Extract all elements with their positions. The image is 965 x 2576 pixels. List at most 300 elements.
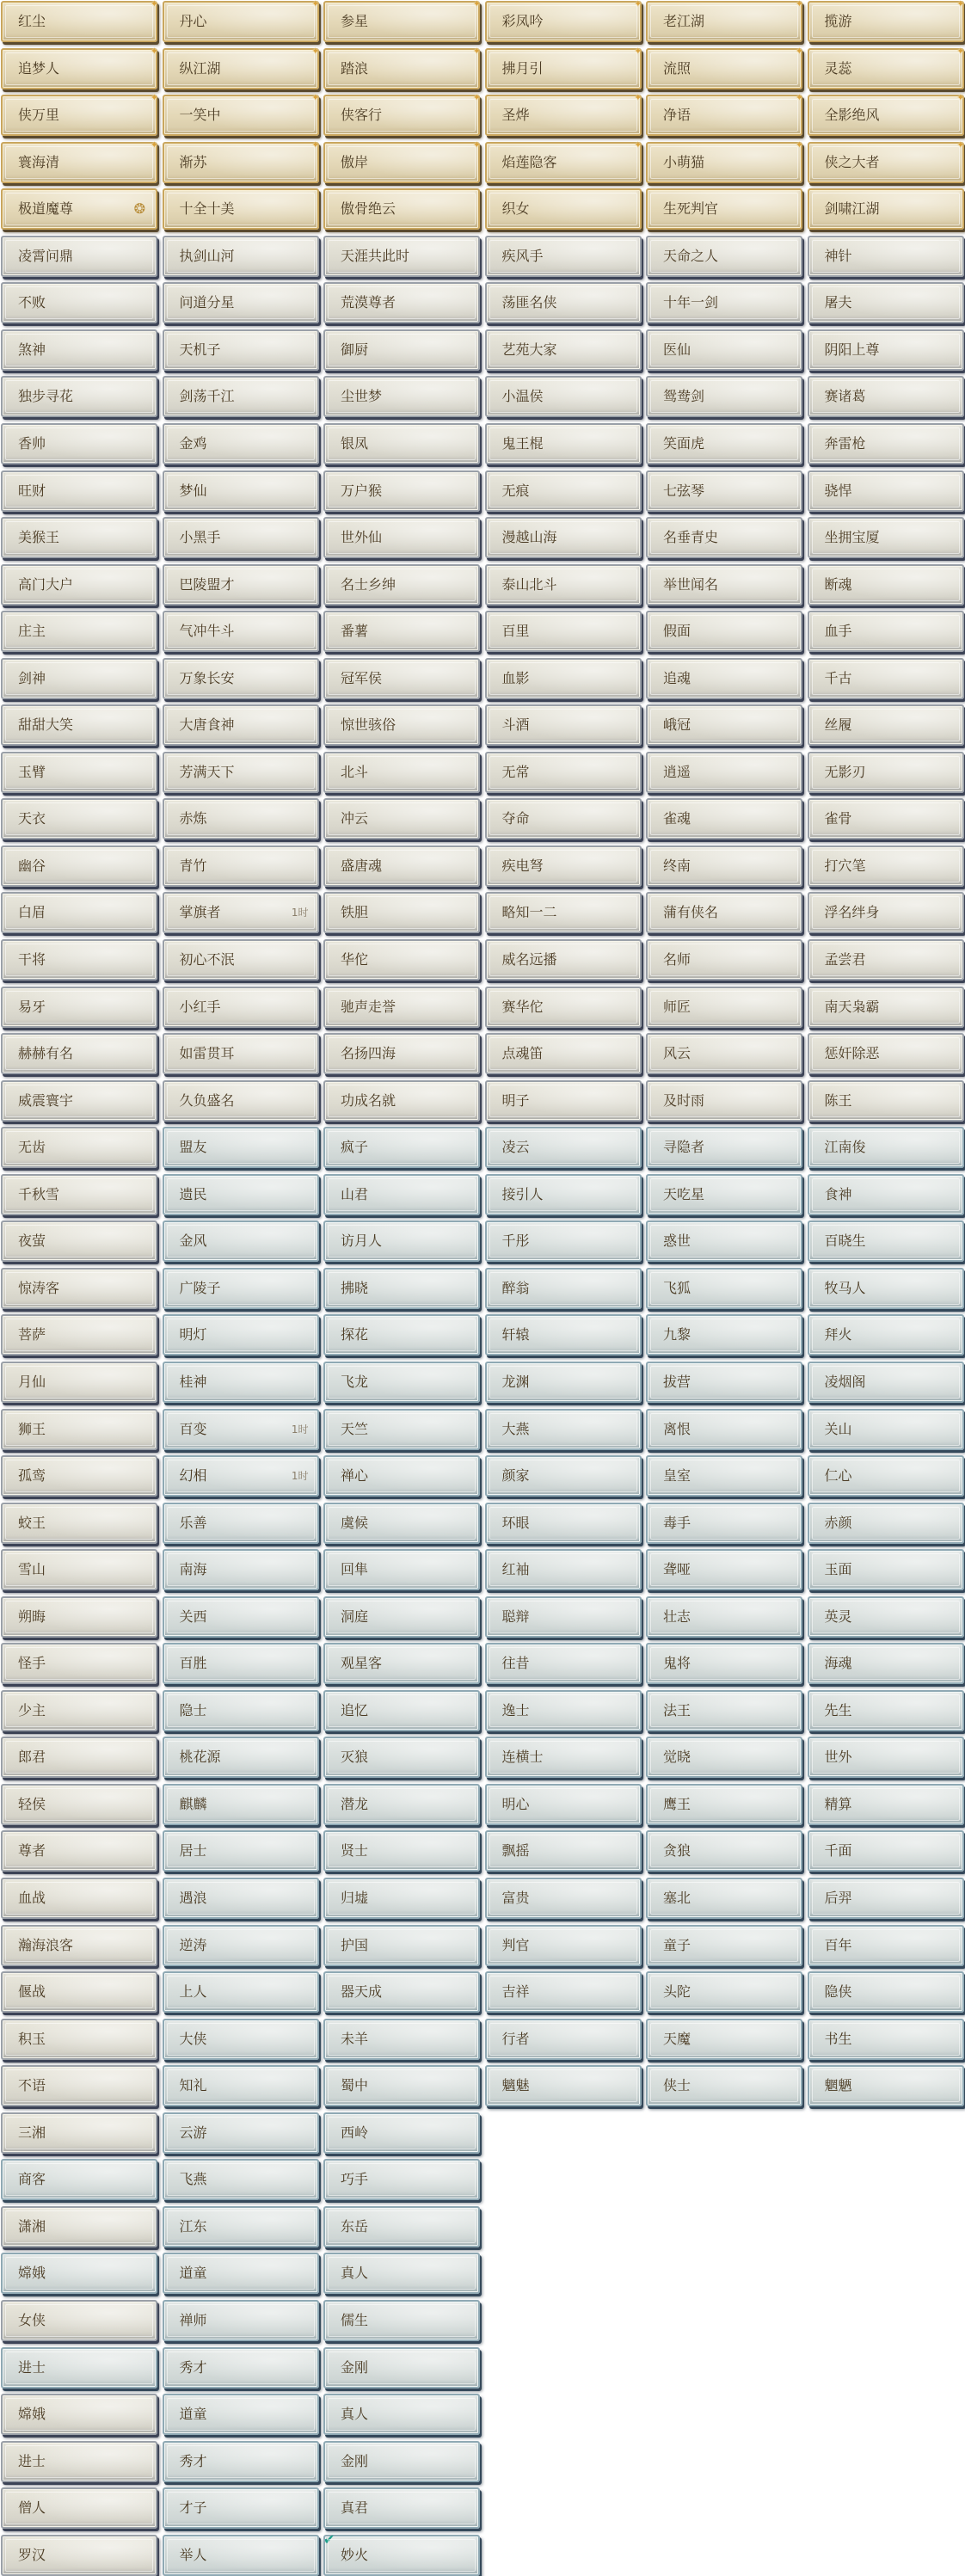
title-card[interactable]: [485, 1127, 642, 1168]
title-card[interactable]: [163, 1174, 319, 1215]
title-card[interactable]: [1, 376, 157, 417]
title-card[interactable]: [163, 517, 319, 558]
title-card[interactable]: [646, 2065, 802, 2106]
title-card[interactable]: [1, 939, 157, 981]
title-card[interactable]: [646, 1690, 802, 1731]
title-card[interactable]: [163, 1, 319, 42]
title-card[interactable]: [1, 2347, 157, 2388]
title-card[interactable]: [323, 2253, 480, 2294]
title-card[interactable]: [1, 752, 157, 793]
title-card[interactable]: [1, 1784, 157, 1825]
title-card[interactable]: [646, 1971, 802, 2013]
title-card[interactable]: [485, 939, 642, 981]
title-card[interactable]: [808, 1596, 964, 1638]
title-card[interactable]: [485, 423, 642, 464]
title-card[interactable]: [1, 1549, 157, 1590]
title-card[interactable]: [1, 138, 158, 183]
title-card[interactable]: [485, 1830, 642, 1872]
title-card[interactable]: [163, 798, 319, 839]
title-card[interactable]: [646, 92, 803, 136]
title-card[interactable]: [163, 188, 319, 230]
title-card[interactable]: [485, 611, 642, 652]
title-card[interactable]: [1, 1, 157, 42]
title-card[interactable]: [1, 188, 157, 230]
title-card[interactable]: [485, 517, 642, 558]
title-card[interactable]: [1, 1455, 157, 1497]
title-card[interactable]: [163, 987, 319, 1028]
title-card[interactable]: [163, 2253, 319, 2294]
title-card[interactable]: [1, 1830, 157, 1872]
title-card[interactable]: [1, 1503, 157, 1544]
title-card[interactable]: [808, 1737, 964, 1778]
title-card[interactable]: [163, 1971, 319, 2013]
title-card[interactable]: [323, 423, 480, 464]
title-card[interactable]: [646, 1409, 802, 1450]
title-card[interactable]: [163, 892, 319, 933]
title-card[interactable]: [163, 1830, 319, 1872]
title-card[interactable]: [485, 1784, 642, 1825]
title-card[interactable]: [485, 329, 642, 371]
title-card[interactable]: [1, 704, 157, 746]
title-card[interactable]: [808, 1314, 964, 1356]
title-card[interactable]: [323, 329, 480, 371]
title-card[interactable]: [323, 2065, 480, 2106]
title-card[interactable]: [646, 1080, 802, 1122]
title-card[interactable]: [485, 376, 642, 417]
title-card[interactable]: [646, 987, 802, 1028]
title-card[interactable]: [163, 704, 319, 746]
title-card[interactable]: [808, 1549, 964, 1590]
title-card[interactable]: [1, 1737, 157, 1778]
title-card[interactable]: [163, 752, 319, 793]
title-card[interactable]: [163, 1127, 319, 1168]
title-card[interactable]: [808, 704, 964, 746]
title-card[interactable]: [163, 611, 319, 652]
title-card[interactable]: [808, 2065, 964, 2106]
title-card[interactable]: [323, 376, 480, 417]
title-card[interactable]: [323, 892, 480, 933]
title-card[interactable]: [1, 2535, 157, 2576]
title-card[interactable]: [808, 1503, 964, 1544]
title-card[interactable]: [323, 1, 480, 42]
title-card[interactable]: [1, 1971, 157, 2013]
title-card[interactable]: [808, 282, 964, 323]
title-card[interactable]: [163, 2159, 319, 2200]
title-card[interactable]: [808, 1174, 964, 1215]
title-card[interactable]: [485, 1362, 642, 1403]
title-card[interactable]: [485, 987, 642, 1028]
title-card[interactable]: [1, 1127, 157, 1168]
title-card[interactable]: [646, 188, 802, 230]
title-card[interactable]: [1, 1314, 157, 1356]
title-card[interactable]: [808, 1080, 964, 1122]
title-card[interactable]: [163, 2394, 319, 2435]
title-card[interactable]: [485, 892, 642, 933]
title-card[interactable]: [808, 1220, 964, 1262]
title-card[interactable]: [808, 1830, 964, 1872]
title-card[interactable]: [163, 282, 319, 323]
title-card[interactable]: [1, 1690, 157, 1731]
title-card[interactable]: [1, 329, 157, 371]
title-card[interactable]: [163, 1643, 319, 1684]
title-card[interactable]: [163, 1737, 319, 1778]
title-card[interactable]: [323, 1690, 480, 1731]
title-card[interactable]: [323, 1455, 480, 1497]
title-card[interactable]: [163, 1690, 319, 1731]
title-card[interactable]: [163, 845, 319, 887]
title-card[interactable]: [1, 1596, 157, 1638]
title-card[interactable]: [485, 1409, 642, 1450]
title-card[interactable]: [808, 1455, 964, 1497]
title-card[interactable]: [485, 2065, 642, 2106]
title-card[interactable]: [323, 1409, 480, 1450]
title-card[interactable]: [163, 1784, 319, 1825]
title-card[interactable]: [323, 1268, 480, 1309]
title-card[interactable]: [323, 138, 481, 183]
title-card[interactable]: [646, 376, 802, 417]
title-card[interactable]: [808, 517, 964, 558]
title-card[interactable]: [323, 282, 480, 323]
title-card[interactable]: [646, 1925, 802, 1966]
title-card[interactable]: [1, 1878, 157, 1919]
title-card[interactable]: [646, 423, 802, 464]
title-card[interactable]: [808, 752, 964, 793]
title-card[interactable]: [1, 987, 157, 1028]
title-card[interactable]: [485, 138, 642, 183]
title-card[interactable]: [485, 282, 642, 323]
title-card[interactable]: [323, 2019, 480, 2060]
title-card[interactable]: [1, 1409, 157, 1450]
title-card[interactable]: [323, 92, 481, 136]
title-card[interactable]: [323, 1925, 480, 1966]
title-card[interactable]: [1, 1080, 157, 1122]
title-card[interactable]: [485, 1971, 642, 2013]
title-card[interactable]: [485, 236, 642, 277]
title-card[interactable]: [163, 2065, 319, 2106]
title-card[interactable]: [646, 1830, 802, 1872]
title-card[interactable]: [808, 987, 964, 1028]
title-card[interactable]: [163, 138, 320, 183]
title-card[interactable]: [163, 2535, 319, 2576]
title-card[interactable]: [323, 987, 480, 1028]
title-card[interactable]: [323, 470, 480, 512]
title-card[interactable]: [808, 892, 964, 933]
title-card[interactable]: [646, 1220, 802, 1262]
title-card[interactable]: [646, 517, 802, 558]
title-card[interactable]: [1, 1268, 157, 1309]
title-card[interactable]: [485, 798, 642, 839]
title-card[interactable]: [323, 2112, 480, 2154]
title-card[interactable]: [646, 1, 802, 42]
title-card[interactable]: [646, 1596, 802, 1638]
title-card[interactable]: [323, 845, 480, 887]
title-card[interactable]: [323, 188, 480, 230]
title-card[interactable]: [323, 564, 480, 606]
title-card[interactable]: [646, 704, 802, 746]
title-card[interactable]: [163, 1314, 319, 1356]
title-card[interactable]: [808, 45, 965, 89]
title-card[interactable]: [1, 2300, 157, 2341]
title-card[interactable]: [485, 1080, 642, 1122]
title-card[interactable]: [163, 2112, 319, 2154]
title-card[interactable]: [808, 138, 965, 183]
title-card[interactable]: [163, 2347, 319, 2388]
title-card[interactable]: [646, 329, 802, 371]
title-card[interactable]: [1, 611, 157, 652]
title-card[interactable]: [163, 423, 319, 464]
title-card[interactable]: [485, 1643, 642, 1684]
title-card[interactable]: [323, 1033, 480, 1074]
title-card[interactable]: [485, 1549, 642, 1590]
title-card[interactable]: [646, 564, 802, 606]
title-card[interactable]: [808, 939, 964, 981]
title-card[interactable]: [485, 1220, 642, 1262]
title-card[interactable]: [808, 1362, 964, 1403]
title-card[interactable]: [323, 1127, 480, 1168]
title-card[interactable]: [485, 1455, 642, 1497]
title-card[interactable]: [1, 236, 157, 277]
title-card[interactable]: [1, 423, 157, 464]
title-card[interactable]: [808, 1878, 964, 1919]
title-card[interactable]: [646, 138, 803, 183]
title-card[interactable]: [323, 1314, 480, 1356]
title-card[interactable]: [808, 611, 964, 652]
title-card[interactable]: [485, 470, 642, 512]
title-card[interactable]: [1, 798, 157, 839]
title-card[interactable]: [646, 1314, 802, 1356]
title-card[interactable]: [163, 470, 319, 512]
title-card[interactable]: [646, 1455, 802, 1497]
title-card[interactable]: [163, 2300, 319, 2341]
title-card[interactable]: [1, 92, 158, 136]
title-card[interactable]: [808, 1971, 964, 2013]
title-card[interactable]: [808, 2019, 964, 2060]
title-card[interactable]: [163, 564, 319, 606]
title-card[interactable]: [1, 1643, 157, 1684]
title-card[interactable]: [1, 45, 158, 89]
title-card[interactable]: [163, 1080, 319, 1122]
title-card[interactable]: [163, 45, 320, 89]
title-card[interactable]: [646, 845, 802, 887]
title-card[interactable]: [808, 564, 964, 606]
title-card[interactable]: [323, 1878, 480, 1919]
title-card[interactable]: [323, 2530, 480, 2576]
title-card[interactable]: [485, 752, 642, 793]
title-card[interactable]: [323, 704, 480, 746]
title-card[interactable]: [163, 1220, 319, 1262]
title-card[interactable]: [485, 564, 642, 606]
title-card[interactable]: [646, 752, 802, 793]
title-card[interactable]: [808, 658, 964, 699]
title-card[interactable]: [323, 939, 480, 981]
title-card[interactable]: [646, 939, 802, 981]
title-card[interactable]: [1, 2441, 157, 2482]
title-card[interactable]: [646, 1549, 802, 1590]
title-card[interactable]: [808, 1268, 964, 1309]
title-card[interactable]: [646, 1033, 802, 1074]
title-card[interactable]: [485, 1033, 642, 1074]
title-card[interactable]: [163, 1455, 319, 1497]
title-card[interactable]: [1, 2394, 157, 2435]
title-card[interactable]: [163, 1503, 319, 1544]
title-card[interactable]: [485, 1314, 642, 1356]
title-card[interactable]: [485, 1268, 642, 1309]
title-card[interactable]: [163, 2019, 319, 2060]
title-card[interactable]: [163, 1596, 319, 1638]
title-card[interactable]: [646, 1268, 802, 1309]
title-card[interactable]: [323, 2487, 480, 2529]
title-card[interactable]: [646, 1362, 802, 1403]
title-card[interactable]: [323, 2159, 480, 2200]
title-card[interactable]: [1, 2065, 157, 2106]
title-card[interactable]: [163, 1268, 319, 1309]
title-card[interactable]: [1, 564, 157, 606]
title-card[interactable]: [163, 329, 319, 371]
title-card[interactable]: [485, 1596, 642, 1638]
title-card[interactable]: [646, 45, 803, 89]
title-card[interactable]: [646, 1503, 802, 1544]
title-card[interactable]: [485, 845, 642, 887]
title-card[interactable]: [646, 2019, 802, 2060]
title-card[interactable]: [323, 2347, 480, 2388]
title-card[interactable]: [485, 188, 642, 230]
title-card[interactable]: [808, 236, 964, 277]
title-card[interactable]: [1, 282, 157, 323]
title-card[interactable]: [323, 45, 481, 89]
title-card[interactable]: [646, 1737, 802, 1778]
title-card[interactable]: [646, 798, 802, 839]
title-card[interactable]: [323, 1971, 480, 2013]
title-card[interactable]: [485, 1503, 642, 1544]
title-card[interactable]: [323, 1737, 480, 1778]
title-card[interactable]: [485, 1925, 642, 1966]
title-card[interactable]: [808, 470, 964, 512]
title-card[interactable]: [485, 658, 642, 699]
title-card[interactable]: [323, 2300, 480, 2341]
title-card[interactable]: [163, 1362, 319, 1403]
title-card[interactable]: [323, 611, 480, 652]
title-card[interactable]: [323, 236, 480, 277]
title-card[interactable]: [323, 2441, 480, 2482]
title-card[interactable]: [323, 1503, 480, 1544]
title-card[interactable]: [1, 2253, 157, 2294]
title-card[interactable]: [1, 2206, 157, 2247]
title-card[interactable]: [323, 1549, 480, 1590]
title-card[interactable]: [323, 1784, 480, 1825]
title-card[interactable]: [1, 2019, 157, 2060]
title-card[interactable]: [1, 1362, 157, 1403]
title-card[interactable]: [808, 1409, 964, 1450]
title-card[interactable]: [485, 1737, 642, 1778]
title-card[interactable]: [808, 1784, 964, 1825]
title-card[interactable]: [808, 376, 964, 417]
title-card[interactable]: [163, 376, 319, 417]
title-card[interactable]: [323, 2206, 480, 2247]
title-card[interactable]: [485, 1690, 642, 1731]
title-card[interactable]: [323, 1830, 480, 1872]
title-card[interactable]: [1, 892, 157, 933]
title-card[interactable]: [323, 1174, 480, 1215]
title-card[interactable]: [1, 2159, 157, 2200]
title-card[interactable]: [808, 423, 964, 464]
title-card[interactable]: [485, 92, 642, 136]
title-card[interactable]: [646, 611, 802, 652]
title-card[interactable]: [646, 658, 802, 699]
title-card[interactable]: [323, 752, 480, 793]
title-card[interactable]: [163, 1878, 319, 1919]
title-card[interactable]: [808, 798, 964, 839]
title-card[interactable]: [1, 470, 157, 512]
title-card[interactable]: [163, 2487, 319, 2529]
title-card[interactable]: [485, 1878, 642, 1919]
title-card[interactable]: [646, 1643, 802, 1684]
title-card[interactable]: [646, 470, 802, 512]
title-card[interactable]: [163, 1033, 319, 1074]
title-card[interactable]: [808, 1033, 964, 1074]
title-card[interactable]: [1, 1220, 157, 1262]
title-card[interactable]: [485, 1174, 642, 1215]
title-card[interactable]: [808, 92, 965, 136]
title-card[interactable]: [1, 517, 157, 558]
title-card[interactable]: [163, 1925, 319, 1966]
title-card[interactable]: [323, 1220, 480, 1262]
title-card[interactable]: [485, 45, 642, 89]
title-card[interactable]: [1, 2487, 157, 2529]
title-card[interactable]: [323, 517, 480, 558]
title-card[interactable]: [323, 1362, 480, 1403]
title-card[interactable]: [1, 1925, 157, 1966]
title-card[interactable]: [646, 1127, 802, 1168]
title-card[interactable]: [323, 2394, 480, 2435]
title-card[interactable]: [163, 2441, 319, 2482]
title-card[interactable]: [808, 1690, 964, 1731]
title-card[interactable]: [163, 1409, 319, 1450]
title-card[interactable]: [1, 658, 157, 699]
title-card[interactable]: [808, 1, 964, 42]
title-card[interactable]: [163, 658, 319, 699]
title-card[interactable]: [163, 236, 319, 277]
title-card[interactable]: [808, 329, 964, 371]
title-card[interactable]: [646, 1174, 802, 1215]
title-card[interactable]: [163, 2206, 319, 2247]
title-card[interactable]: [646, 892, 802, 933]
title-card[interactable]: [646, 236, 802, 277]
title-card[interactable]: [646, 1878, 802, 1919]
title-card[interactable]: [646, 282, 802, 323]
title-card[interactable]: [808, 188, 964, 230]
title-card[interactable]: [1, 1033, 157, 1074]
title-card[interactable]: [808, 1127, 964, 1168]
title-card[interactable]: [323, 658, 480, 699]
title-card[interactable]: [1, 2112, 157, 2154]
title-card[interactable]: [485, 704, 642, 746]
title-card[interactable]: [808, 1643, 964, 1684]
title-card[interactable]: [323, 798, 480, 839]
title-card[interactable]: [808, 845, 964, 887]
title-card[interactable]: [323, 1596, 480, 1638]
title-card[interactable]: [163, 92, 320, 136]
title-card[interactable]: [808, 1925, 964, 1966]
title-card[interactable]: [1, 1174, 157, 1215]
title-card[interactable]: [163, 939, 319, 981]
title-card[interactable]: [485, 1, 642, 42]
title-card[interactable]: [323, 1080, 480, 1122]
title-card[interactable]: [485, 2019, 642, 2060]
title-card[interactable]: [163, 1549, 319, 1590]
title-card[interactable]: [646, 1784, 802, 1825]
title-card[interactable]: [323, 1643, 480, 1684]
title-card[interactable]: [1, 845, 157, 887]
